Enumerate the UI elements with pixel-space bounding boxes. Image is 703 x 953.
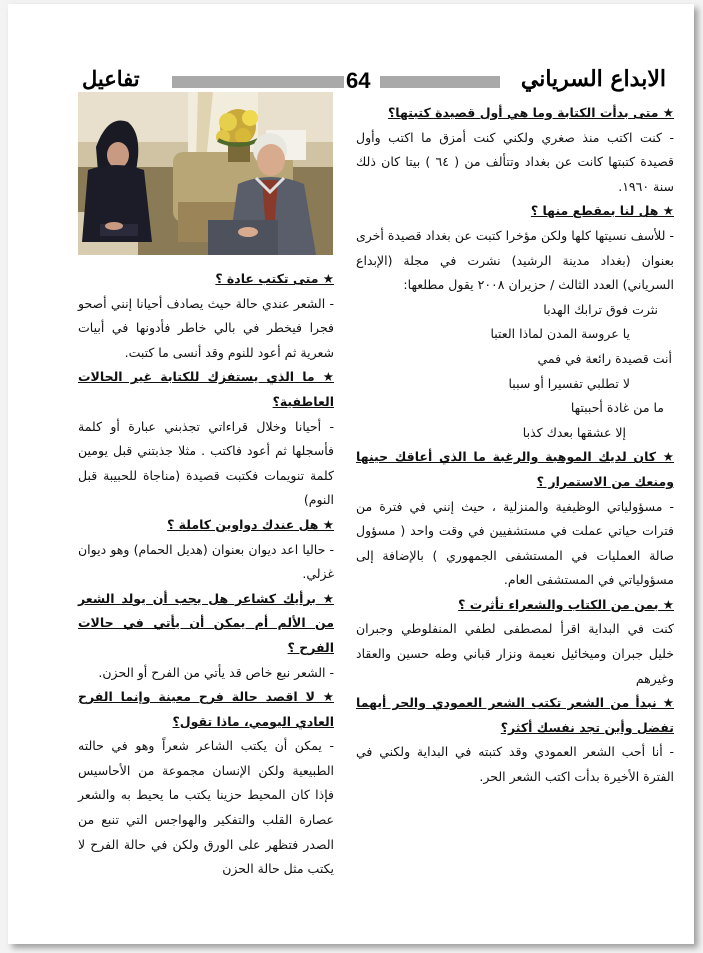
- answer: - مسؤولياتي الوظيفية والمنزلية ، حيث إنني في فترة من فترات حياتي عملت في مستشفيين في وقت واحد ( مسؤول صالة العمليات في المستشفى الجمهوري ) بالإضافة إلى مسؤولياتي في المستشفى العام.: [356, 498, 674, 588]
- answer: - الشعر عندي حالة حيث يصادف أحيانا إنني أصحو فجرا فيخطر في بالي خاطر فأدونها في أبيات شعرية ثم أعود للنوم وقد أنسى ما كتبت.: [78, 295, 334, 360]
- magazine-title: الابداع السرياني: [520, 66, 666, 92]
- answer: - للأسف نسيتها كلها ولكن مؤخرا كتبت عن بغداد قصيدة أخرى بعنوان (بغداد مدينة الرشيد) نشرت في مجلة (الإبداع السرياني) العدد الثالث / حزيران ٢٠٠٨ يقول مطلعها:: [356, 227, 674, 293]
- poem-verse: أنت قصيدة رائعة في فمي: [537, 350, 672, 366]
- poem-verse: يا عروسة المدن لماذا العتبا: [490, 326, 630, 342]
- header-bar-right: [380, 76, 500, 88]
- answer: - كنت اكتب منذ صغري ولكني كنت أمزق ما اكتب وأول قصيدة كتبتها كانت عن بغداد وتتألف من ( ٦٤ ) بيتا كان ذلك سنة ١٩٦٠.: [356, 129, 675, 194]
- left-column: [78, 267, 334, 882]
- question: ★ هل لنا بمقطع منها ؟: [530, 203, 674, 219]
- interview-photo: [78, 92, 333, 255]
- poem-verse: نثرت فوق ترابك الهدبا: [543, 301, 658, 317]
- page-number: 64: [346, 68, 371, 93]
- question: ★ متى تكتب عادة ؟: [215, 271, 334, 286]
- right-column: [356, 101, 674, 790]
- poem-verse: ما من غادة أحببتها: [570, 400, 664, 416]
- poem-verse: إلا عشقها بعدك كذبا: [522, 424, 626, 440]
- header-bar-left: [172, 76, 344, 88]
- answer: - الشعر نبع خاص قد يأتي من الفرح أو الحزن.: [98, 664, 334, 680]
- poem-verse: لا تطلبي تفسيرا أو سببا: [508, 375, 630, 391]
- question: ★ متى بدأت الكتابة وما هي أول قصيدة كتبتها؟: [388, 105, 674, 120]
- interview-photo-illustration: [78, 92, 333, 255]
- answer: - أحيانا وخلال قراءاتي تجذبني عبارة أو كلمة فأسجلها ثم أعود فاكتب . مثلا جذبتني قبل يومين كلمة تنويمات فكتبت قصيدة (مناجاة للحبيبة قبل النوم): [78, 418, 334, 508]
- question: ★ بمن من الكتاب والشعراء تأثرت ؟: [458, 596, 674, 612]
- question: ★ برأيك كشاعر هل يجب أن يولد الشعر من الألم أم يمكن أن يأتي في حالات الفرح ؟: [78, 590, 334, 655]
- question: ★ هل عندك دواوين كاملة ؟: [167, 516, 334, 532]
- question: ★ كان لديك الموهبة والرغبة ما الذي أعاقك حينها ومنعك من الاستمرار ؟: [356, 449, 674, 489]
- question: ★ ما الذي يستفزك للكتابة غير الحالات العاطفية؟: [78, 369, 334, 409]
- section-title: تفاعيل: [82, 66, 140, 91]
- answer: - أنا أحب الشعر العمودي وقد كتبته في البداية ولكني في الفترة الأخيرة بدأت اكتب الشعر الحر.: [356, 744, 674, 785]
- question: ★ لا اقصد حالة فرح معينة وإنما الفرح العادي اليومي، ماذا تقول؟: [78, 689, 334, 729]
- magazine-page: [8, 4, 694, 944]
- question: ★ نبدأ من الشعر تكتب الشعر العمودي والحر أيهما تفضل وأين تجد نفسك أكثر؟: [356, 695, 674, 735]
- answer: - يمكن أن يكتب الشاعر شعراً وهو في حالته الطبيعية ولكن الإنسان مجموعة من الأحاسيس فإذا كان المحيط حزينا يكتب ما يحيط به والشعر عصارة القلب والتفكير والهواجس التي تنبع من الصدر فتظهر على الورق ولكن في حالة الفرح لا يكتب مثل حالة الحزن: [78, 738, 334, 877]
- answer: - حاليا اعد ديوان بعنوان (هديل الحمام) وهو ديوان غزلي.: [78, 541, 334, 582]
- answer: كنت في البداية اقرأ لمصطفى لطفي المنفلوطي وجبران خليل جبران وميخائيل نعيمة ونزار قباني وطه حسين والعقاد وغيرهم: [356, 621, 674, 686]
